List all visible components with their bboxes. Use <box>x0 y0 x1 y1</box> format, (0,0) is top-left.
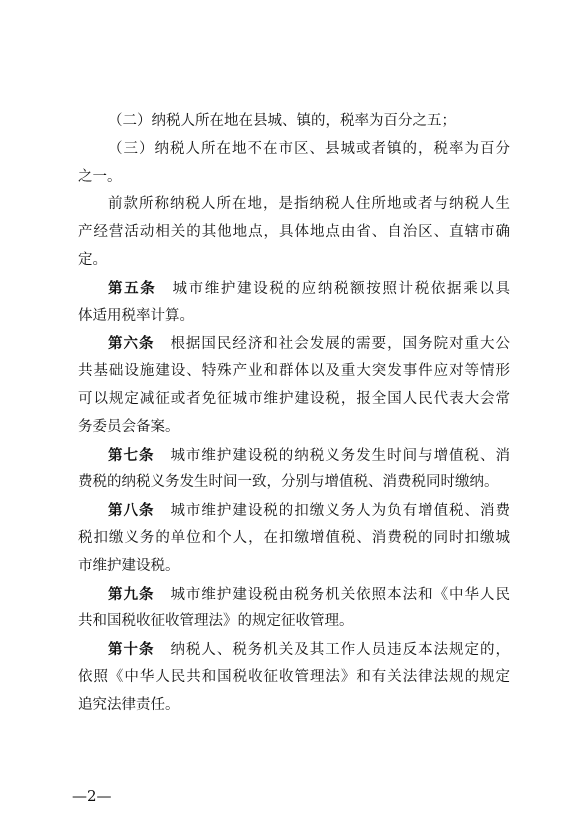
text-line: 可以规定减征或者免征城市维护建设税，报全国人民代表大会常 <box>78 390 510 407</box>
document-body <box>78 108 510 720</box>
paragraph <box>78 108 510 136</box>
text-line: 之一。 <box>78 168 122 185</box>
article-label: 第五条 <box>108 279 157 297</box>
article-paragraph <box>78 581 510 637</box>
article-label: 第七条 <box>108 446 155 464</box>
text-line: 依照《中华人民共和国税收征收管理法》和有关法律法规的规定 <box>78 668 510 685</box>
text-line <box>78 636 510 664</box>
text-line: 前款所称纳税人所在地，是指纳税人住所地或者与纳税人生 <box>108 196 510 213</box>
article-label: 第八条 <box>108 502 155 520</box>
article-text: 纳税人、税务机关及其工作人员违反本法规定的， <box>170 642 510 659</box>
text-line <box>78 497 510 525</box>
text-line: 体适用税率计算。 <box>78 307 194 324</box>
text-line: 市维护建设税。 <box>78 557 180 574</box>
article-text: 城市维护建设税的扣缴义务人为负有增值税、消费 <box>170 503 510 520</box>
paragraph <box>78 191 510 274</box>
article-paragraph <box>78 497 510 580</box>
text-line <box>78 442 510 470</box>
text-line <box>78 275 510 303</box>
article-text: 城市维护建设税的应纳税额按照计税依据乘以具 <box>172 280 511 297</box>
text-line: 费税的纳税义务发生时间一致，分别与增值税、消费税同时缴纳。 <box>78 474 499 491</box>
article-paragraph <box>78 442 510 498</box>
article-text: 城市维护建设税由税务机关依照本法和《中华人民 <box>170 586 510 603</box>
article-text: 城市维护建设税的纳税义务发生时间与增值税、消 <box>170 447 510 464</box>
article-paragraph <box>78 275 510 331</box>
paragraph <box>78 136 510 192</box>
text-line <box>78 330 510 358</box>
article-text: 根据国民经济和社会发展的需要，国务院对重大公 <box>170 336 510 353</box>
text-line: 共和国税收征收管理法》的规定征收管理。 <box>78 613 354 630</box>
text-line: 产经营活动相关的其他地点，具体地点由省、自治区、直辖市确 <box>78 224 510 241</box>
text-line: 税扣缴义务的单位和个人，在扣缴增值税、消费税的同时扣缴城 <box>78 529 510 546</box>
text-line <box>78 581 510 609</box>
text-line: 共基础设施建设、特殊产业和群体以及重大突发事件应对等情形 <box>78 363 510 380</box>
text-line: （三）纳税人所在地不在市区、县城或者镇的，税率为百分 <box>108 140 510 157</box>
text-line: 务委员会备案。 <box>78 418 180 435</box>
article-label: 第十条 <box>108 641 155 659</box>
page-number: —2— <box>72 787 112 805</box>
article-paragraph <box>78 636 510 719</box>
text-line: 追究法律责任。 <box>78 696 180 713</box>
text-line: 定。 <box>78 251 107 268</box>
article-label: 第六条 <box>108 335 155 353</box>
article-paragraph <box>78 330 510 441</box>
text-line: （二）纳税人所在地在县城、镇的，税率为百分之五； <box>108 113 456 129</box>
article-label: 第九条 <box>108 585 155 603</box>
